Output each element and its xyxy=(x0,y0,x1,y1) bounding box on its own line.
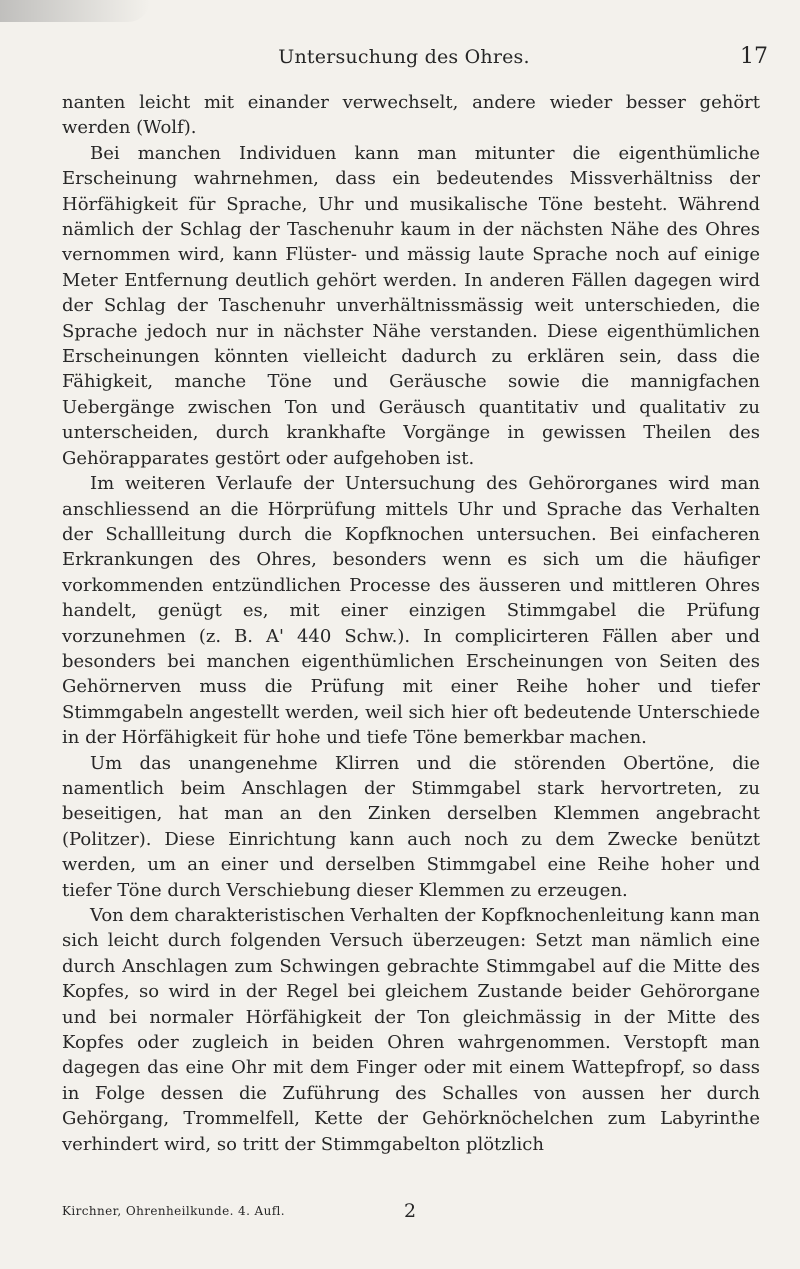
paragraph: Um das unangenehme Klirren und die störenden Obertöne, die namentlich beim Anschlagen der Stimmgabel stark hervortreten, zu beseitigen, hat man an den Zinken derselben Klemmen angebracht (Politzer). Diese Einrichtung kann auch noch zu dem Zwecke benützt werden, um an einer und derselben Stimmgabel eine Reihe hoher und tiefer Töne durch Verschiebung dieser Klemmen zu erzeugen. xyxy=(62,752,760,901)
paragraph: Von dem charakteristischen Verhalten der Kopfknochenleitung kann man sich leicht durch folgenden Versuch überzeugen: Setzt man nämlich eine durch Anschlagen zum Schwingen gebrachte Stimmgabel auf die Mitte des Kopfes, so wird in der Regel bei gleichem Zustande beider Gehörorgane und bei normaler Hörfähigkeit der Ton gleichmässig in der Mitte des Kopfes oder zugleich in beiden Ohren wahrgenommen. Verstopft man dagegen das eine Ohr mit dem Finger oder mit einem Wattepfropf, so dass in Folge dessen die Zuführung des Schalles von aussen her durch Gehörgang, Trommelfell, Kette der Gehörknöchelchen zum Labyrinthe verhindert wird, so tritt der Stimmgabelton plötzlich xyxy=(62,905,760,1155)
page-number: 17 xyxy=(740,44,768,69)
body-text xyxy=(62,90,760,1157)
page-footer xyxy=(62,1200,760,1224)
scan-edge-shadow xyxy=(0,0,150,22)
page-header xyxy=(40,44,768,76)
footer-imprint: Kirchner, Ohrenheilkunde. 4. Aufl. xyxy=(62,1204,285,1218)
paragraph: Bei manchen Individuen kann man mitunter die eigenthümliche Erscheinung wahrnehmen, dass ein bedeutendes Missverhältniss der Hörfähigkeit für Sprache, Uhr und musikalische Töne besteht. Während nämlich der Schlag der Taschenuhr kaum in der nächsten Nähe des Ohres vernommen wird, kann Flüster- und mässig laute Sprache noch auf einige Meter Entfernung deutlich gehört werden. In anderen Fällen dagegen wird der Schlag der Taschenuhr unverhältnissmässig weit unterschieden, die Sprache jedoch nur in nächster Nähe verstanden. Diese eigenthümlichen Erscheinungen könnten vielleicht dadurch zu erklären sein, dass die Fähigkeit, manche Töne und Geräusche sowie die mannigfachen Uebergänge zwischen Ton und Geräusch quantitativ und qualitativ zu unterscheiden, durch krankhafte Vorgänge in gewissen Theilen des Gehörapparates gestört oder aufgehoben ist. xyxy=(62,142,760,469)
paragraph: Im weiteren Verlaufe der Untersuchung des Gehörorganes wird man anschliessend an die Hörprüfung mittels Uhr und Sprache das Verhalten der Schallleitung durch die Kopfknochen untersuchen. Bei einfacheren Erkrankungen des Ohres, besonders wenn es sich um die häufiger vorkommenden entzündlichen Processe des äusseren und mittleren Ohres handelt, genügt es, mit einer einzigen Stimmgabel die Prüfung vorzunehmen (z. B. A' 440 Schw.). In complicirteren Fällen aber und besonders bei manchen eigenthümlichen Erscheinungen von Seiten des Gehörnerven muss die Prüfung mit einer Reihe hoher und tiefer Stimmgabeln angestellt werden, weil sich hier oft bedeutende Unterschiede in der Hörfähigkeit für hohe und tiefe Töne bemerkbar machen. xyxy=(62,473,760,749)
signature-mark: 2 xyxy=(404,1200,417,1222)
running-head: Untersuchung des Ohres. xyxy=(278,46,530,68)
paragraph: nanten leicht mit einander verwechselt, andere wieder besser gehört werden (Wolf). xyxy=(62,92,760,139)
